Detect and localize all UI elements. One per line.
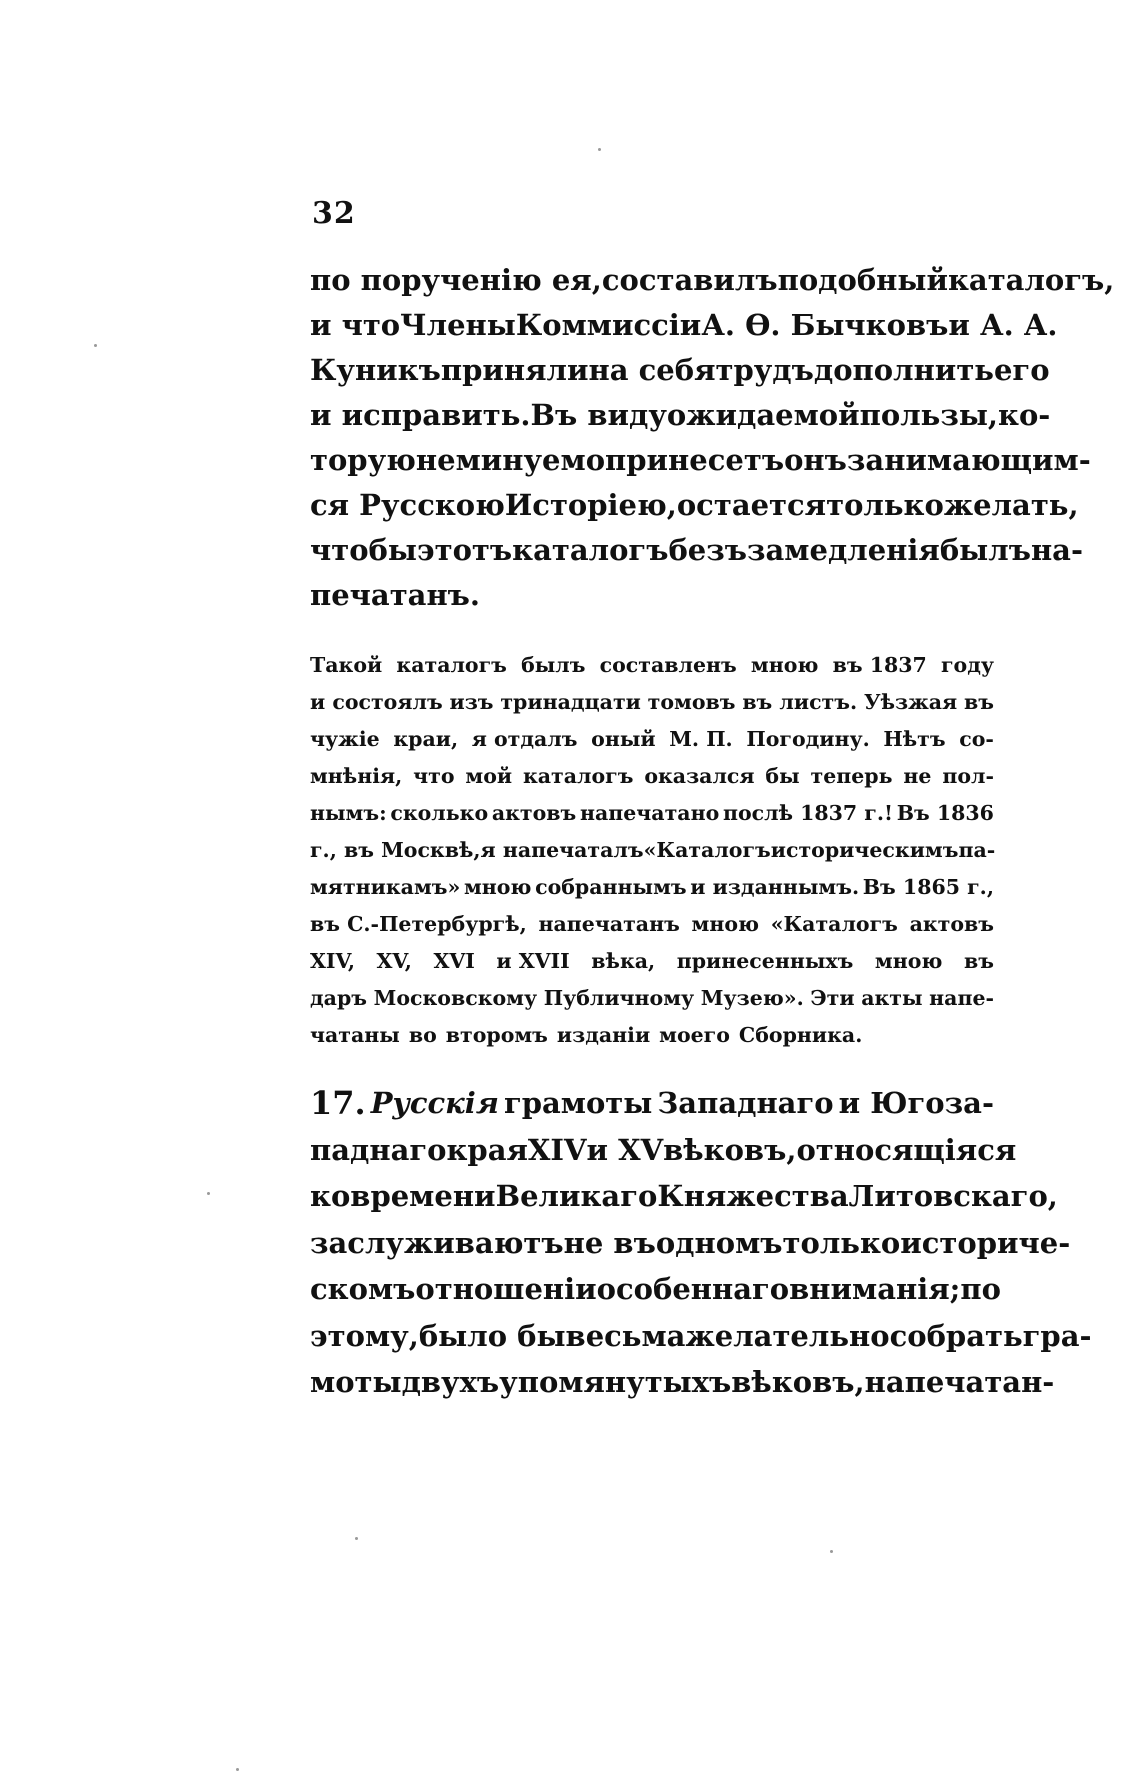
word: напе-: [929, 986, 994, 1010]
word: было бы: [418, 1318, 566, 1353]
word: не въ: [563, 1225, 656, 1260]
word: послѣ 1837 г.!: [722, 801, 894, 825]
word: па-: [958, 838, 996, 862]
word: вѣка,: [591, 949, 656, 973]
word: теперь: [810, 764, 893, 788]
word: весьма: [565, 1318, 686, 1353]
word: упомянутыхъ: [499, 1365, 732, 1399]
main-paragraph: [310, 258, 1115, 618]
word: даръ: [310, 986, 368, 1010]
word: вѣковъ,: [663, 1132, 797, 1167]
word: мнѣнія,: [310, 764, 403, 788]
word: мною: [750, 653, 819, 677]
word: ко: [310, 1179, 351, 1213]
word: относящіяся: [796, 1132, 1017, 1167]
word: тринадцати: [500, 690, 641, 714]
word: г., въ Москвѣ,: [310, 838, 481, 862]
footnote-line: [310, 980, 994, 1017]
word: напечатанъ: [538, 912, 680, 936]
footnote-line: [310, 758, 994, 795]
word: подобный: [777, 263, 948, 297]
word: ко-: [998, 398, 1051, 432]
paper-speck: [94, 344, 97, 347]
word: только: [782, 1225, 901, 1260]
word: «Каталогъ: [770, 912, 898, 936]
word: Литовскаго,: [848, 1179, 1058, 1213]
text-line: [310, 258, 1115, 303]
footnote-line: [310, 869, 994, 906]
word: былъ: [939, 533, 1031, 567]
word: ся Русскою: [310, 488, 505, 522]
word: скомъ: [310, 1272, 416, 1306]
word: Музею».: [700, 986, 804, 1010]
word: мною: [463, 875, 532, 899]
footnote-line: [310, 1017, 994, 1054]
section-line: [310, 1127, 1017, 1174]
text-line: [310, 303, 1058, 348]
word: что: [413, 764, 455, 788]
word: и исправить.: [310, 398, 531, 432]
text-line: [310, 483, 1079, 528]
paper-speck: [830, 1550, 833, 1553]
word: на-: [1030, 533, 1084, 567]
word: актовъ: [909, 912, 994, 936]
section-line: [310, 1313, 1092, 1360]
text-line: [310, 393, 1051, 438]
word: этотъ: [416, 533, 513, 567]
word: принесенныхъ: [676, 949, 854, 973]
word: году: [940, 653, 994, 677]
word: въ 1837: [832, 653, 927, 677]
word: историче-: [900, 1225, 1071, 1260]
section-number: 17.: [310, 1084, 366, 1122]
word: я отдалъ: [471, 727, 578, 751]
section-line: [310, 1080, 994, 1127]
paper-speck: [207, 1192, 210, 1195]
word: Члены: [400, 308, 516, 342]
word: второмъ: [445, 1023, 548, 1047]
word: его: [993, 353, 1050, 387]
section-line: [310, 1359, 1055, 1406]
word: составилъ: [601, 263, 778, 297]
word: актовъ: [491, 801, 577, 825]
word: историческимъ: [770, 838, 959, 862]
word: и изданнымъ.: [690, 875, 860, 899]
word: пользы,: [859, 398, 999, 432]
word: Западнаго: [657, 1086, 834, 1120]
word: со-: [959, 727, 994, 751]
word: XVI: [433, 949, 475, 973]
paper-speck: [355, 1537, 358, 1540]
word: изданіи: [556, 1023, 651, 1047]
word: каталогъ: [396, 653, 507, 677]
word: занимающим-: [846, 443, 1091, 477]
word: Исторіею,: [504, 488, 677, 522]
section-line: [310, 1220, 1071, 1267]
word: остается: [676, 488, 827, 522]
word: Куникъ: [310, 353, 441, 387]
word: въ: [964, 690, 994, 714]
word: и Югоза-: [838, 1086, 994, 1120]
word: въ листъ.: [742, 690, 858, 714]
word: ожидаемой: [666, 398, 860, 432]
footnote-line: [310, 906, 994, 943]
word: Нѣтъ: [883, 727, 946, 751]
word: акты: [861, 986, 923, 1010]
word: бы: [765, 764, 800, 788]
word: чтобы: [310, 533, 417, 567]
word: желать,: [943, 488, 1079, 522]
word: Такой: [310, 653, 383, 677]
word: на себя: [588, 353, 716, 387]
word: Публичному: [543, 986, 695, 1010]
word: грамоты: [503, 1086, 653, 1120]
word: Погодину.: [746, 727, 870, 751]
text-line: [310, 348, 1050, 393]
word: собраннымъ: [535, 875, 687, 899]
word: только: [826, 488, 944, 522]
word: неминуемо: [415, 443, 606, 477]
word: я напечаталъ: [480, 838, 644, 862]
word: и состоялъ: [310, 690, 443, 714]
word: XIV: [527, 1132, 587, 1167]
word: Московскому: [373, 986, 538, 1010]
section-line: [310, 1173, 1058, 1220]
word: напечатан-: [864, 1365, 1055, 1399]
word: «Каталогъ: [643, 838, 771, 862]
word: моты: [310, 1365, 402, 1399]
word: чатаны: [310, 1023, 400, 1047]
page-number: 32: [312, 196, 356, 231]
footnote-line: [310, 721, 994, 758]
word: замедленія: [747, 533, 940, 567]
paper-speck: [598, 148, 601, 151]
word: дополнить: [813, 353, 994, 387]
word: XIV,: [310, 949, 355, 973]
word: XV,: [376, 949, 412, 973]
word: безъ: [668, 533, 747, 567]
word: Сборника.: [738, 1023, 863, 1047]
word: и XVII: [496, 949, 570, 973]
word: онъ: [784, 443, 847, 477]
word: А. Ѳ. Бычковъ: [701, 308, 949, 342]
word: по порученію ея,: [310, 263, 602, 297]
footnote: [310, 647, 994, 1054]
word: торую: [310, 443, 416, 477]
word: собрать: [889, 1318, 1023, 1353]
word: Уѣзжая: [863, 690, 958, 714]
word: и XV: [586, 1132, 664, 1167]
text-line: [310, 438, 1091, 483]
word: краи,: [393, 727, 459, 751]
word: сколько: [390, 801, 489, 825]
word: вѣковъ,: [731, 1365, 865, 1399]
word: мною: [874, 949, 943, 973]
word: напечатано: [579, 801, 720, 825]
word: Великаго: [495, 1179, 658, 1213]
text-line: [310, 573, 994, 618]
word: моего: [659, 1023, 730, 1047]
word: гра-: [1022, 1318, 1092, 1353]
word: въ: [963, 949, 994, 973]
word: мною: [691, 912, 760, 936]
word: не: [903, 764, 932, 788]
word: каталогъ: [522, 764, 634, 788]
word: печатанъ.: [310, 578, 481, 612]
word: оказался: [644, 764, 755, 788]
footnote-line: [310, 832, 994, 869]
word: Княжества: [657, 1179, 849, 1213]
word: принесетъ: [605, 443, 785, 477]
footnote-line: [310, 647, 994, 684]
word: и А. А.: [948, 308, 1058, 342]
word: Коммиссіи: [515, 308, 702, 342]
footnote-line: [310, 943, 994, 980]
word: Въ 1865 г.,: [862, 875, 994, 899]
word: края: [446, 1132, 528, 1167]
word: и что: [310, 308, 401, 342]
word: желательно: [685, 1318, 890, 1353]
word: томовъ: [647, 690, 736, 714]
word: по: [960, 1272, 1001, 1306]
word: оный: [591, 727, 656, 751]
word: отношеніи: [415, 1272, 597, 1306]
paper-speck: [236, 1768, 239, 1771]
word: паднаго: [310, 1132, 447, 1167]
section-line: [310, 1266, 1001, 1313]
section-italic-word: Русскія: [370, 1086, 499, 1120]
word: каталогъ: [512, 533, 669, 567]
word: былъ: [521, 653, 586, 677]
word: изъ: [449, 690, 494, 714]
word: особеннаго: [596, 1272, 790, 1306]
word: мятникамъ»: [310, 875, 461, 899]
word: каталогъ,: [947, 263, 1115, 297]
word: составленъ: [599, 653, 737, 677]
word: Въ виду: [530, 398, 667, 432]
word: Эти: [810, 986, 855, 1010]
word: М. П.: [669, 727, 733, 751]
text-line: [310, 528, 1084, 573]
word: заслуживаютъ: [310, 1225, 564, 1260]
word: двухъ: [401, 1365, 500, 1399]
word: приняли: [440, 353, 589, 387]
word: во: [408, 1023, 437, 1047]
word: мой: [465, 764, 513, 788]
footnote-line: [310, 795, 994, 832]
word: этому,: [310, 1318, 419, 1353]
word: чужіе: [310, 727, 380, 751]
word: нымъ:: [310, 801, 387, 825]
word: времени: [350, 1179, 496, 1213]
word: вниманія;: [789, 1272, 961, 1306]
word: пол-: [942, 764, 994, 788]
word: одномъ: [655, 1225, 783, 1260]
footnote-line: [310, 684, 994, 721]
word: въ С.-Петербургѣ,: [310, 912, 527, 936]
section-17: [310, 1080, 1092, 1406]
word: Въ 1836: [896, 801, 994, 825]
word: трудъ: [715, 353, 814, 387]
